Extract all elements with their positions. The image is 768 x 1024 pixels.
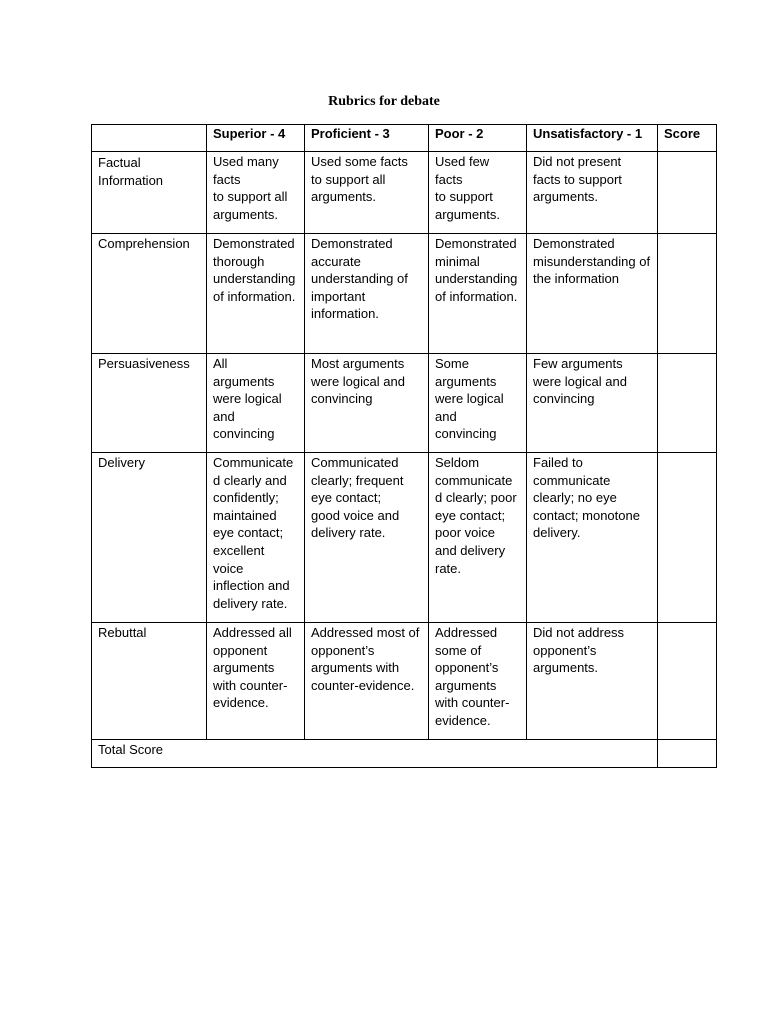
cell-proficient: Addressed most of opponent’s arguments with counter-evidence.: [305, 623, 429, 740]
criterion-label: Persuasiveness: [92, 354, 207, 453]
cell-superior: All arguments were logical and convincing: [207, 354, 305, 453]
cell-poor: Some arguments were logical and convincing: [429, 354, 527, 453]
header-row: [92, 125, 717, 152]
header-superior: Superior - 4: [207, 125, 305, 152]
cell-score: [658, 354, 717, 453]
total-score-label: Total Score: [92, 740, 658, 768]
cell-proficient: Most arguments were logical and convincing: [305, 354, 429, 453]
criterion-label: Rebuttal: [92, 623, 207, 740]
cell-superior: Addressed all opponent arguments with counter- evidence.: [207, 623, 305, 740]
row-persuasiveness: [92, 354, 717, 453]
cell-unsatisfactory: Demonstrated misunderstanding of the information: [527, 234, 658, 354]
cell-superior: Demonstrated thorough understanding of information.: [207, 234, 305, 354]
cell-poor: Used few facts to support arguments.: [429, 152, 527, 234]
cell-unsatisfactory: Few arguments were logical and convincing: [527, 354, 658, 453]
rubric-table: [91, 124, 717, 768]
header-proficient: Proficient - 3: [305, 125, 429, 152]
cell-superior: Used many facts to support all arguments.: [207, 152, 305, 234]
cell-unsatisfactory: Failed to communicate clearly; no eye contact; monotone delivery.: [527, 453, 658, 623]
cell-score: [658, 152, 717, 234]
header-unsatisfactory: Unsatisfactory - 1: [527, 125, 658, 152]
criterion-label: Comprehension: [92, 234, 207, 354]
row-total-score: [92, 740, 717, 768]
cell-proficient: Demonstrated accurate understanding of important information.: [305, 234, 429, 354]
cell-unsatisfactory: Did not address opponent’s arguments.: [527, 623, 658, 740]
cell-poor: Seldom communicate d clearly; poor eye contact; poor voice and delivery rate.: [429, 453, 527, 623]
header-score: Score: [658, 125, 717, 152]
document-title: Rubrics for debate: [328, 94, 440, 109]
row-factual-information: [92, 152, 717, 234]
row-delivery: [92, 453, 717, 623]
header-criterion: [92, 125, 207, 152]
cell-poor: Demonstrated minimal understanding of information.: [429, 234, 527, 354]
criterion-label: Factual Information: [92, 152, 207, 234]
cell-superior: Communicate d clearly and confidently; maintained eye contact; excellent voice inflection and delivery rate.: [207, 453, 305, 623]
cell-unsatisfactory: Did not present facts to support arguments.: [527, 152, 658, 234]
header-poor: Poor - 2: [429, 125, 527, 152]
cell-poor: Addressed some of opponent’s arguments with counter- evidence.: [429, 623, 527, 740]
cell-score: [658, 623, 717, 740]
cell-score: [658, 234, 717, 354]
cell-proficient: Used some facts to support all arguments.: [305, 152, 429, 234]
row-comprehension: [92, 234, 717, 354]
row-rebuttal: [92, 623, 717, 740]
cell-proficient: Communicated clearly; frequent eye contact; good voice and delivery rate.: [305, 453, 429, 623]
total-score-value: [658, 740, 717, 768]
criterion-label: Delivery: [92, 453, 207, 623]
cell-score: [658, 453, 717, 623]
